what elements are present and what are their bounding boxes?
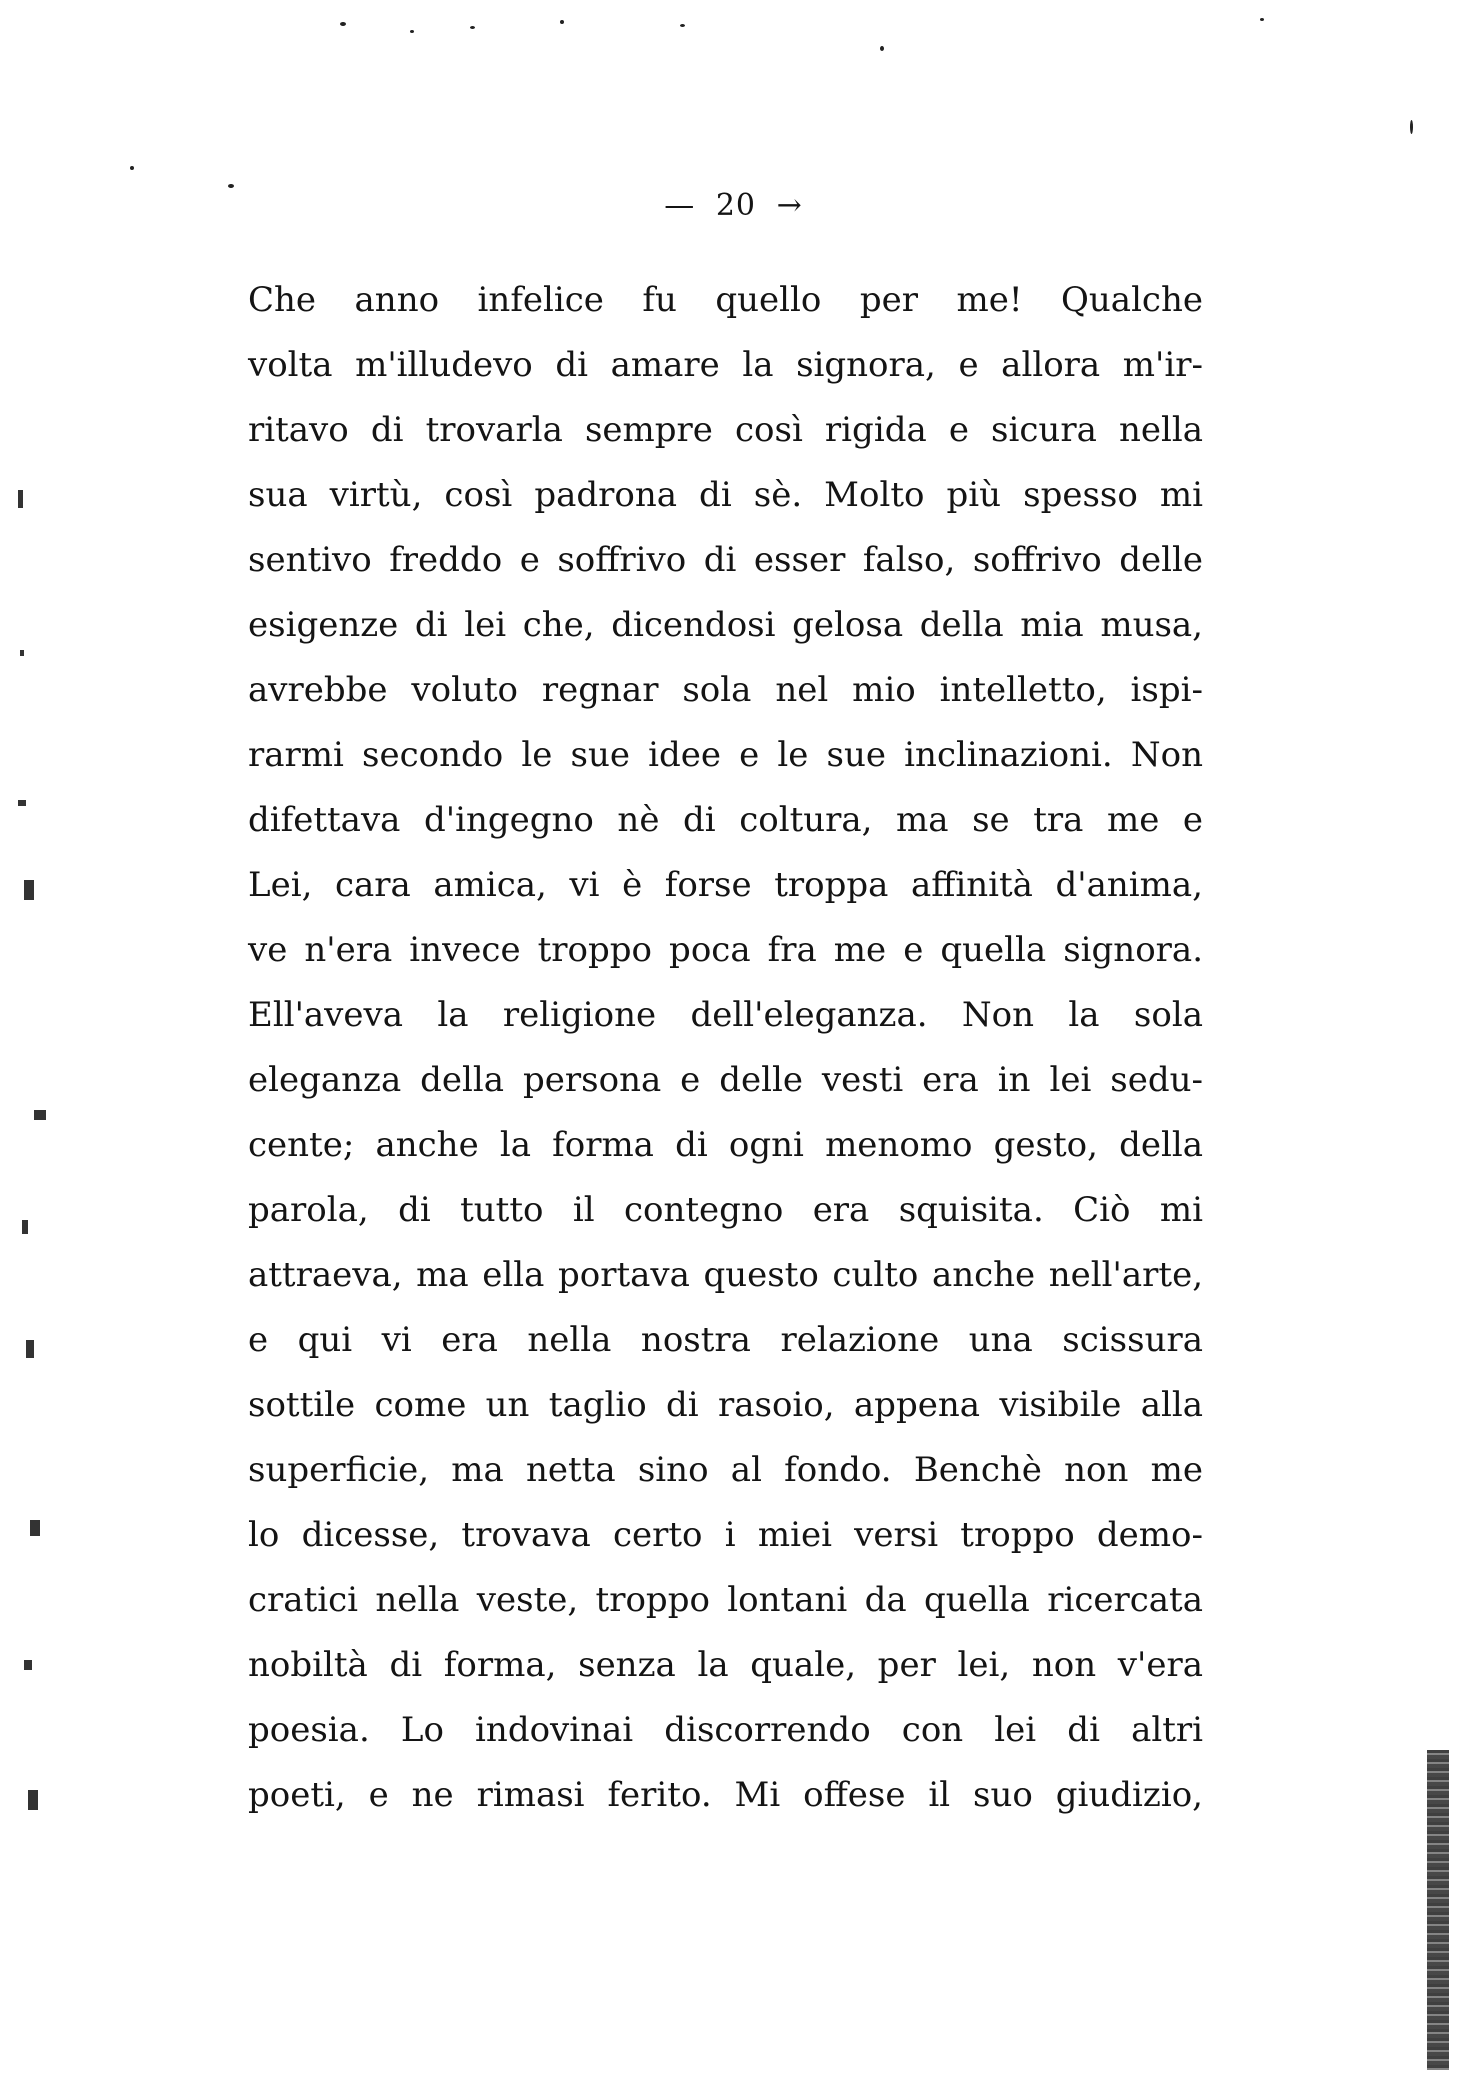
scan-speck (410, 30, 414, 33)
text-line: sua virtù, così padrona di sè. Molto più spesso mi (248, 475, 1203, 515)
scan-speck (1410, 120, 1413, 134)
left-margin-artifacts (18, 460, 88, 1840)
text-line: volta m'illudevo di amare la signora, e allora m'ir- (248, 345, 1203, 385)
text-line: esigenze di lei che, dicendosi gelosa della mia musa, (248, 605, 1203, 645)
text-line: ritavo di trovarla sempre così rigida e sicura nella (248, 410, 1203, 450)
text-line: sottile come un taglio di rasoio, appena visibile alla (248, 1385, 1203, 1425)
text-line: rarmi secondo le sue idee e le sue inclinazioni. Non (248, 735, 1203, 775)
text-line: ve n'era invece troppo poca fra me e quella signora. (248, 930, 1203, 970)
text-line: avrebbe voluto regnar sola nel mio intelletto, ispi- (248, 670, 1203, 710)
text-line: attraeva, ma ella portava questo culto anche nell'arte, (248, 1255, 1203, 1295)
text-line: sentivo freddo e soffrivo di esser falso, soffrivo delle (248, 540, 1203, 580)
text-line: Lei, cara amica, vi è forse troppa affinità d'anima, (248, 865, 1203, 905)
text-line: eleganza della persona e delle vesti era in lei sedu- (248, 1060, 1203, 1100)
page-number-suffix: → (776, 188, 803, 223)
page-number-value: 20 (715, 188, 757, 223)
right-edge-scan-artifact (1427, 1750, 1449, 2070)
text-line: lo dicesse, trovava certo i miei versi troppo demo- (248, 1515, 1203, 1555)
scan-speck (470, 26, 475, 29)
text-line: parola, di tutto il contegno era squisita. Ciò mi (248, 1190, 1203, 1230)
scan-speck (130, 166, 134, 170)
text-line: nobiltà di forma, senza la quale, per lei, non v'era (248, 1645, 1203, 1685)
scan-speck (340, 22, 346, 26)
scan-speck (1260, 18, 1264, 21)
page-number-prefix: — (664, 188, 696, 223)
text-line: Ell'aveva la religione dell'eleganza. Non la sola (248, 995, 1203, 1035)
text-line: cente; anche la forma di ogni menomo gesto, della (248, 1125, 1203, 1165)
body-text (248, 268, 1203, 1828)
text-line: poeti, e ne rimasi ferito. Mi offese il suo giudizio, (248, 1775, 1203, 1815)
text-line: superficie, ma netta sino al fondo. Benchè non me (248, 1450, 1203, 1490)
page-number (0, 188, 1467, 223)
scan-speck (680, 24, 685, 27)
text-line: difettava d'ingegno nè di coltura, ma se tra me e (248, 800, 1203, 840)
text-line: cratici nella veste, troppo lontani da quella ricercata (248, 1580, 1203, 1620)
scan-speck (880, 46, 884, 51)
text-line: Che anno infelice fu quello per me! Qualche (248, 280, 1203, 320)
text-line: poesia. Lo indovinai discorrendo con lei di altri (248, 1710, 1203, 1750)
scan-speck (560, 20, 564, 24)
text-line: e qui vi era nella nostra relazione una scissura (248, 1320, 1203, 1360)
